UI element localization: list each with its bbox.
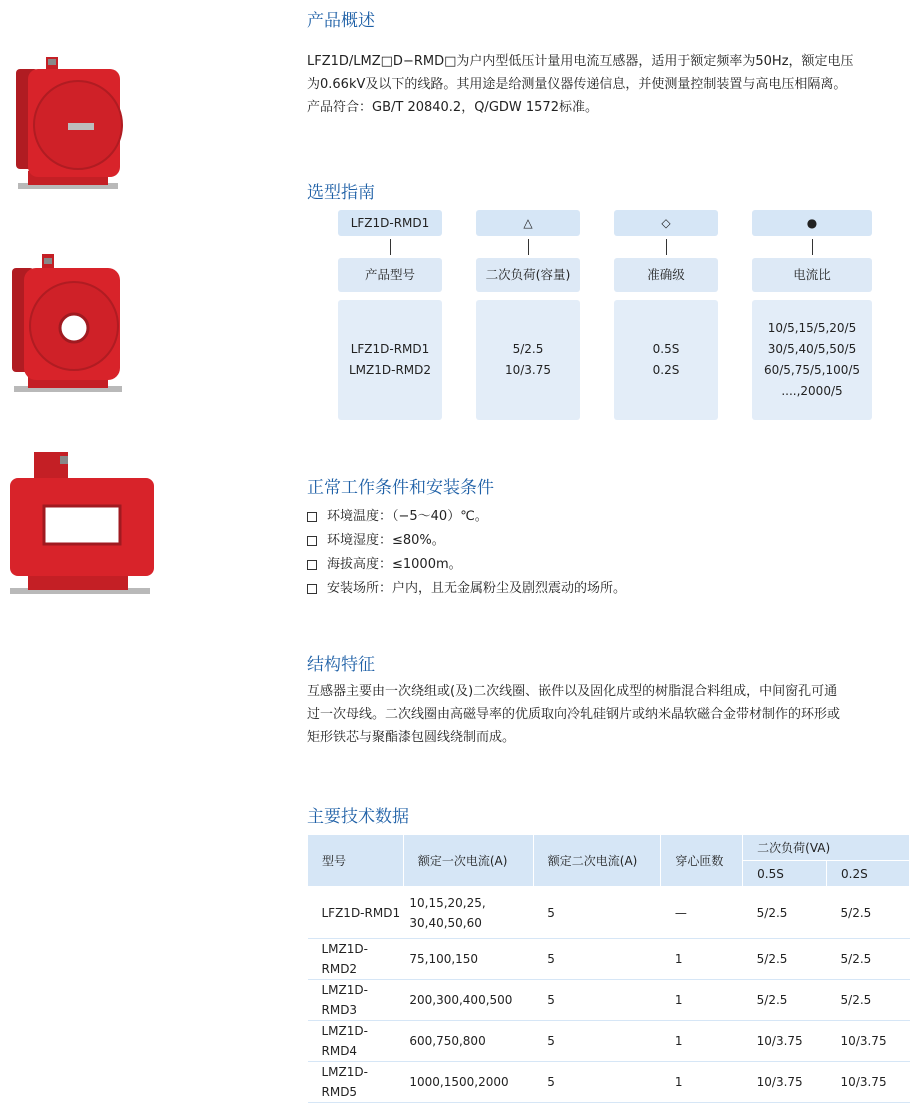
selection-label: 电流比: [752, 258, 872, 292]
structure-line: 互感器主要由一次绕组或(及)二次线圈、嵌件以及固化成型的树脂混合料组成，中间窗孔可通: [307, 684, 838, 699]
header-secondary: 额定二次电流(A): [533, 835, 661, 887]
product-photo-rect: [6, 450, 156, 600]
cell-primary: 75,100,150: [403, 939, 533, 980]
checkbox-icon: [307, 584, 317, 594]
condition-text: 安装场所：户内，且无金属粉尘及剧烈震动的场所。: [327, 581, 627, 596]
tech-title: 主要技术数据: [307, 807, 409, 827]
table-row: [308, 887, 910, 939]
triangle-icon: △: [476, 210, 580, 236]
header-burden-b: 0.2S: [827, 861, 910, 887]
cell-turns: 1: [661, 1021, 743, 1062]
cell-primary-line: 30,40,50,60: [409, 915, 482, 930]
checkbox-icon: [307, 536, 317, 546]
table-row: [308, 939, 910, 980]
connector-line: [666, 239, 667, 255]
selection-value: 10/5,15/5,20/5: [767, 321, 857, 335]
cell-secondary: 5: [533, 980, 661, 1021]
cell-turns: 1: [661, 980, 743, 1021]
diamond-icon: ◇: [614, 210, 718, 236]
connector-line: [528, 239, 529, 255]
selection-value: 0.2S: [652, 363, 680, 377]
cell-burden-b: 5/2.5: [827, 939, 910, 980]
cell-turns: 1: [661, 1062, 743, 1103]
structure-line: 矩形铁芯与聚酯漆包圆线绕制而成。: [307, 730, 516, 745]
selection-column-model: [338, 210, 442, 420]
checkbox-icon: [307, 560, 317, 570]
selection-value: 5/2.5: [512, 342, 544, 356]
conditions-list: [307, 505, 626, 601]
header-turns: 穿心匝数: [661, 835, 743, 887]
cell-secondary: 5: [533, 1062, 661, 1103]
table-row: [308, 980, 910, 1021]
header-burden: 二次负荷(VA): [743, 835, 910, 861]
structure-line: 过一次母线。二次线圈由高磁导率的优质取向冷轧硅钢片或纳米晶软磁合金带材制作的环形或: [307, 707, 841, 722]
header-primary: 额定一次电流(A): [403, 835, 533, 887]
selection-column-accuracy: [614, 210, 718, 420]
selection-label: 准确级: [614, 258, 718, 292]
cell-model: LMZ1D-RMD4: [308, 1021, 404, 1062]
selection-values: [614, 300, 718, 420]
dot-icon: ●: [752, 210, 872, 236]
selection-value: 10/3.75: [504, 363, 552, 377]
overview-line: 产品符合：GB/T 20840.2，Q/GDW 1572标准。: [307, 100, 598, 115]
selection-values: [476, 300, 580, 420]
product-photo-ring: [8, 252, 128, 397]
cell-primary: 1000,1500,2000: [403, 1062, 533, 1103]
cell-turns: —: [661, 887, 743, 939]
condition-item: [307, 505, 626, 529]
selection-code: LFZ1D-RMD1: [338, 210, 442, 236]
selection-values: [338, 300, 442, 420]
table-row: [308, 1062, 910, 1103]
cell-model: LMZ1D-RMD2: [308, 939, 404, 980]
cell-model: LFZ1D-RMD1: [308, 887, 404, 939]
connector-line: [390, 239, 391, 255]
cell-model: LMZ1D-RMD3: [308, 980, 404, 1021]
cell-burden-a: 5/2.5: [743, 887, 827, 939]
selection-column-burden: [476, 210, 580, 420]
cell-burden-a: 10/3.75: [743, 1021, 827, 1062]
cell-burden-a: 5/2.5: [743, 980, 827, 1021]
selection-value: LMZ1D-RMD2: [348, 363, 432, 377]
condition-text: 海拔高度：≤1000m。: [327, 557, 462, 572]
cell-secondary: 5: [533, 939, 661, 980]
cell-primary: 600,750,800: [403, 1021, 533, 1062]
cell-burden-b: 5/2.5: [827, 980, 910, 1021]
header-burden-a: 0.5S: [743, 861, 827, 887]
cell-primary: 200,300,400,500: [403, 980, 533, 1021]
condition-text: 环境温度：（−5～40）℃。: [327, 509, 488, 524]
cell-model: LMZ1D-RMD5: [308, 1062, 404, 1103]
selection-value: 30/5,40/5,50/5: [767, 342, 857, 356]
conditions-title: 正常工作条件和安装条件: [307, 478, 494, 498]
tech-table: [307, 834, 910, 1103]
condition-text: 环境湿度：≤80%。: [327, 533, 445, 548]
cell-secondary: 5: [533, 1021, 661, 1062]
cell-burden-b: 10/3.75: [827, 1021, 910, 1062]
product-photo-round: [8, 55, 128, 195]
selection-value: 0.5S: [652, 342, 680, 356]
condition-item: [307, 529, 626, 553]
checkbox-icon: [307, 512, 317, 522]
cell-secondary: 5: [533, 887, 661, 939]
structure-text: [307, 680, 915, 749]
selection-value: ....,2000/5: [781, 384, 843, 398]
cell-primary: [403, 887, 533, 939]
selection-label: 二次负荷(容量): [476, 258, 580, 292]
overview-text: [307, 50, 915, 119]
selection-column-ratio: [752, 210, 872, 420]
overview-line: 为0.66kV及以下的线路。其用途是给测量仪器传递信息，并使测量控制装置与高电压相隔离。: [307, 77, 847, 92]
selection-label: 产品型号: [338, 258, 442, 292]
table-row: [308, 1021, 910, 1062]
selection-values: [752, 300, 872, 420]
cell-burden-b: 10/3.75: [827, 1062, 910, 1103]
connector-line: [812, 239, 813, 255]
overview-line: LFZ1D/LMZ□D−RMD□为户内型低压计量用电流互感器，适用于额定频率为50Hz，额定电压: [307, 54, 854, 69]
cell-turns: 1: [661, 939, 743, 980]
selection-value: LFZ1D-RMD1: [350, 342, 430, 356]
cell-primary-line: 10,15,20,25,: [409, 895, 486, 910]
cell-burden-b: 5/2.5: [827, 887, 910, 939]
structure-title: 结构特征: [307, 655, 375, 675]
cell-burden-a: 10/3.75: [743, 1062, 827, 1103]
condition-item: [307, 553, 626, 577]
overview-title: 产品概述: [307, 11, 375, 31]
cell-burden-a: 5/2.5: [743, 939, 827, 980]
header-model: 型号: [308, 835, 404, 887]
selection-value: 60/5,75/5,100/5: [763, 363, 861, 377]
condition-item: [307, 577, 626, 601]
selection-title: 选型指南: [307, 183, 375, 203]
